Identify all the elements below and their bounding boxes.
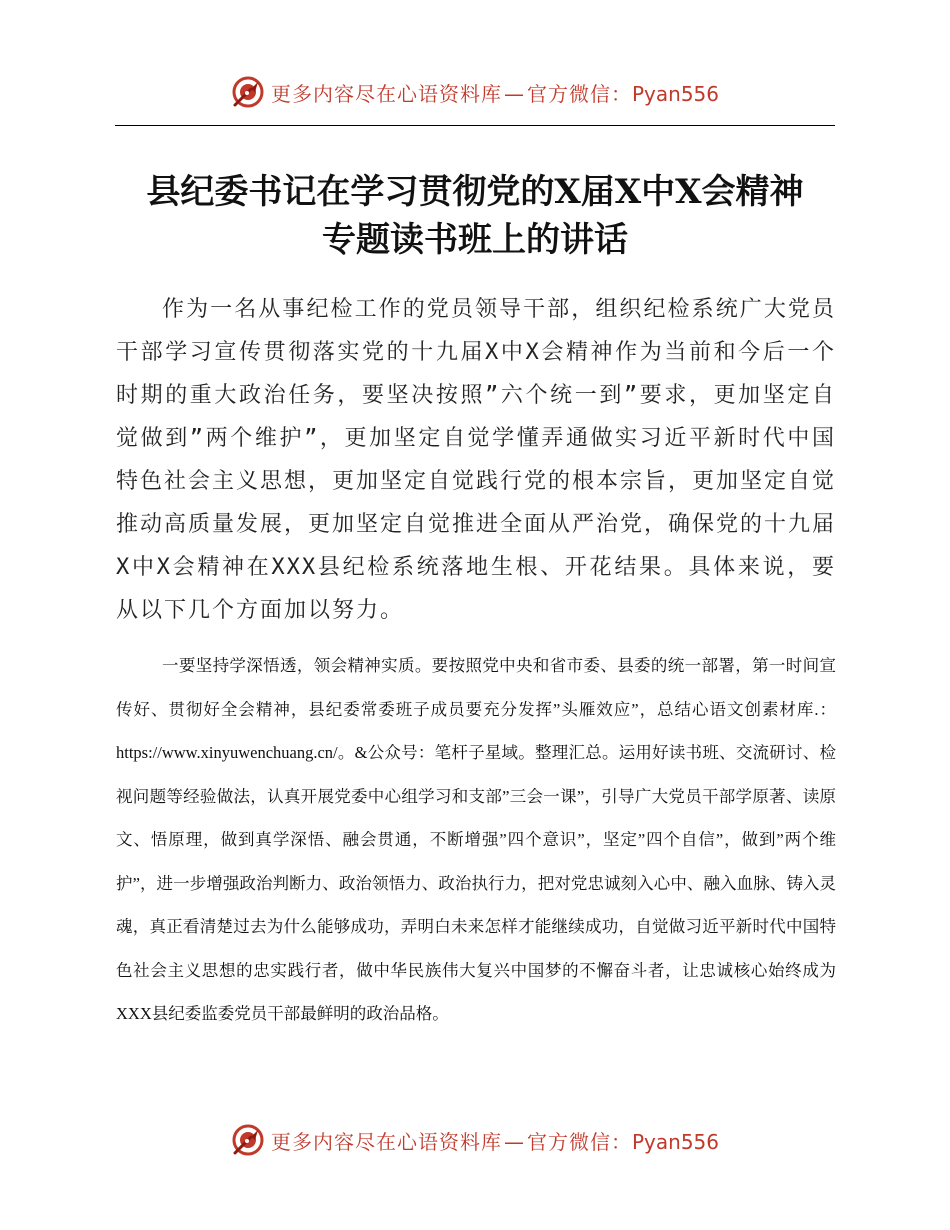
footer-dash: — <box>503 1129 525 1154</box>
header-banner <box>0 72 950 112</box>
header-divider <box>115 125 835 126</box>
footer-slogan: 更多内容尽在心语资料库 <box>270 1129 502 1154</box>
footer-banner-text <box>271 1126 719 1155</box>
page-title <box>0 168 950 264</box>
title-line-1: 县纪委书记在学习贯彻党的X届X中X会精神 <box>146 172 804 212</box>
footer-banner-inner <box>231 1123 719 1157</box>
banner-slogan: 更多内容尽在心语资料库 <box>270 81 502 106</box>
pen-nib-logo-icon <box>231 1123 265 1157</box>
footer-account: Pyan556 <box>631 1129 719 1154</box>
banner-account: Pyan556 <box>631 81 719 106</box>
lead-paragraph: 作为一名从事纪检工作的党员领导干部，组织纪检系统广大党员干部学习宣传贯彻落实党的十九届X中X会精神作为当前和今后一个时期的重大政治任务，要坚决按照”六个统一到”要求，更加坚定自觉做到”两个维护”，更加坚定自觉学懂弄通做实习近平新时代中国特色社会主义思想，更加坚定自觉践行党的根本宗旨，更加坚定自觉推动高质量发展，更加坚定自觉推进全面从严治党，确保党的十九届X中X会精神在XXX县纪检系统落地生根、开花结果。具体来说，要从以下几个方面加以努力。 <box>116 297 837 623</box>
title-line-2: 专题读书班上的讲话 <box>322 220 628 260</box>
header-banner-inner <box>231 75 719 109</box>
body-paragraph: 一要坚持学深悟透，领会精神实质。要按照党中央和省市委、县委的统一部署，第一时间宣传好、贯彻好全会精神，县纪委常委班子成员要充分发挥”头雁效应”，总结心语文创素材库.：https://www.xinyuwenchuang.cn/。&公众号：笔杆子星域。整理汇总。运用好读书班、交流研讨、检视问题等经验做法，认真开展党委中心组学习和支部”三会一课”，引导广大党员干部学原著、读原文、悟原理，做到真学深悟、融会贯通，不断增强”四个意识”，坚定”四个自信”，做到”两个维护”，进一步增强政治判断力、政治领悟力、政治执行力，把对党忠诚刻入心中、融入血脉、铸入灵魂，真正看清楚过去为什么能够成功，弄明白未来怎样才能继续成功，自觉做习近平新时代中国特色社会主义思想的忠实践行者，做中华民族伟大复兴中国梦的不懈奋斗者，让忠诚核心始终成为XXX县纪委监委党员干部最鲜明的政治品格。 <box>116 656 836 1023</box>
banner-dash: — <box>503 81 525 106</box>
footer-banner <box>0 1120 950 1160</box>
footer-official-label: 官方微信： <box>526 1129 632 1154</box>
banner-official-label: 官方微信： <box>526 81 632 106</box>
pen-nib-logo-icon <box>231 75 265 109</box>
header-banner-text <box>271 78 719 107</box>
